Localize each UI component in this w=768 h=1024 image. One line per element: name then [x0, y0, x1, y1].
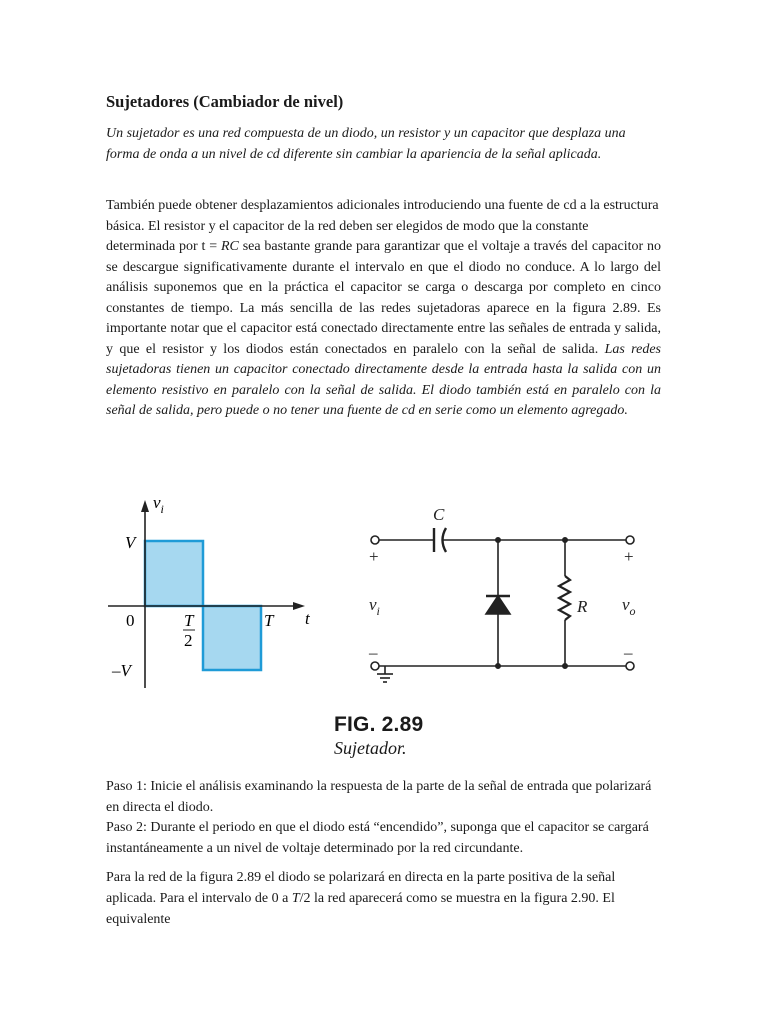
rc-symbol: RC — [220, 239, 239, 254]
figure-caption — [334, 713, 423, 759]
body-paragraph-1 — [106, 196, 661, 422]
step-2: Paso 2: Durante el periodo en que el diodo está “encendido”, suponga que el capacitor se cargará instantáneamente a un nivel de voltaje determinado por la red circundante. — [106, 820, 649, 856]
output-plus: + — [624, 547, 634, 566]
emphasis-text: Las redes sujetadoras tienen un capacitor conectado directamente desde la entrada hasta la salida con un elemento resistivo en paralelo con la señal de salida. El diodo también está en paralelo con la señal de salida, pero puede o no tener una fuente de cd en serie como un elemento agregado. — [106, 341, 661, 418]
input-voltage-label: $v_i$ — [369, 595, 380, 618]
output-terminal-bottom — [626, 662, 634, 670]
resistor-label: R — [577, 597, 588, 616]
intro-paragraph: Un sujetador es una red compuesta de un diodo, un resistor y un capacitor que desplaza una forma de onda a un nivel de cd diferente sin cambiar la apariencia de la señal aplicada. — [106, 126, 626, 162]
waveform-plot — [108, 493, 311, 688]
figure-title: Sujetador. — [334, 738, 407, 758]
input-plus: + — [369, 547, 379, 566]
period-label: T — [264, 611, 274, 630]
body-text: determinada por t = — [106, 239, 221, 254]
body-text: sea bastante grande para garantizar que el voltaje a través del capacitor no se descargue significativamente durante el intervalo en que el diodo no conduce. A lo largo del análisis suponemos que en la práctica el capacitor se carga o descarga por completo en cinco constantes de tiempo. La más sencilla de las redes sujetadoras aparece en la figura 2.89. Es importante notar que el capacitor está conectado directamente entre las señales de entrada y salida, y que el resistor y los diodos están conectados en paralelo con la señal de salida. — [106, 239, 662, 357]
diode-triangle — [486, 596, 510, 614]
junction-dot — [496, 664, 500, 668]
capacitor-label: C — [433, 505, 445, 524]
y-axis-arrow — [141, 500, 149, 512]
x-axis-arrow — [293, 602, 305, 610]
steps — [106, 777, 661, 859]
clamper-circuit — [371, 528, 634, 682]
junction-dot — [563, 538, 567, 542]
step-1: Paso 1: Inicie el análisis examinando la respuesta de la parte de la señal de entrada que polarizará en directa el diodo. — [106, 779, 652, 815]
figure-number: FIG. 2.89 — [334, 713, 424, 736]
body-paragraph-1-first: También puede obtener desplazamientos adicionales introduciendo una fuente de cd a la estructura básica. El resistor y el capacitor de la red deben ser elegidos de modo que la constante — [106, 198, 659, 234]
x-axis-label: t — [305, 609, 310, 628]
output-terminal-top — [626, 536, 634, 544]
y-axis-label: $v_i$ — [153, 493, 164, 516]
junction-dot — [496, 538, 500, 542]
junction-dot — [563, 664, 567, 668]
body-text: /2 la red aparecerá como se muestra en la figura 2.90. El equivalente — [106, 891, 615, 927]
body-text: Para la red de la figura 2.89 el diodo se polarizará en directa en la parte positiva de la señal aplicada. Para el intervalo de 0 a — [106, 870, 616, 906]
zero-label: 0 — [126, 611, 135, 630]
output-minus: – — [624, 643, 633, 662]
half-period-numerator: T — [184, 611, 194, 630]
t-symbol: T — [291, 891, 300, 906]
positive-pulse — [145, 541, 203, 606]
body-paragraph-1-rest — [106, 237, 661, 422]
v-level-label: V — [125, 533, 136, 552]
output-voltage-label: $v_o$ — [622, 595, 636, 618]
input-terminal-bottom — [371, 662, 379, 670]
section-heading: Sujetadores (Cambiador de nivel) — [106, 92, 344, 111]
circuit-labels — [368, 505, 636, 662]
body-paragraph-2 — [106, 867, 661, 930]
resistor-zigzag — [559, 576, 570, 620]
input-minus: – — [369, 643, 378, 662]
negative-pulse — [203, 606, 261, 670]
neg-v-level-label: –V — [112, 661, 131, 680]
half-period-denominator: 2 — [184, 631, 193, 650]
input-terminal-top — [371, 536, 379, 544]
